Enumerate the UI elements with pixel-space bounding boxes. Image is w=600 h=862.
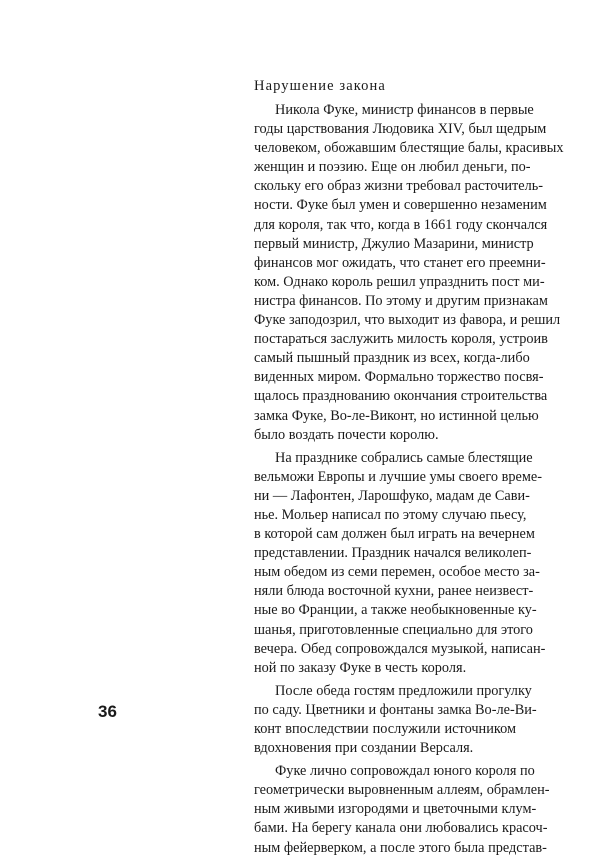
text-line: ком. Однако король решил упразднить пост ми- [254, 273, 545, 290]
body-text [254, 101, 564, 858]
text-line: нистра финансов. По этому и другим признакам [254, 292, 548, 309]
text-line: постараться заслужить милость короля, устроив [254, 331, 548, 348]
text-line: ным фейерверком, а после этого была представ- [254, 839, 547, 856]
text-line: геометрически выровненным аллеям, обрамлен- [254, 782, 550, 799]
text-line: щалось празднованию окончания строительства [254, 388, 548, 405]
text-line: самый пышный праздник из всех, когда-либо [254, 350, 530, 367]
text-line: человеком, обожавшим блестящие балы, красивых [254, 140, 564, 157]
text-line: по саду. Цветники и фонтаны замка Во-ле-Ви- [254, 701, 537, 718]
text-line: замка Фуке, Во-ле-Виконт, но истинной целью [254, 407, 539, 424]
paragraph [254, 682, 537, 758]
text-line: вечера. Обед сопровождался музыкой, написан- [254, 640, 546, 657]
text-line: первый министр, Джулио Мазарини, министр [254, 235, 534, 252]
text-line: представлении. Праздник начался великолеп- [254, 545, 532, 562]
paragraph [254, 101, 564, 445]
text-line: годы царствования Людовика XIV, был щедрым [254, 121, 547, 138]
text-line: конт впоследствии послужили источником [254, 721, 516, 737]
text-line: вельможи Европы и лучшие умы своего време- [254, 468, 542, 485]
text-line: женщин и поэзию. Еще он любил деньги, по- [254, 159, 531, 176]
section-heading: Нарушение закона [254, 78, 386, 94]
paragraph [254, 449, 546, 678]
text-line: няли блюда восточной кухни, ранее неизвест- [254, 583, 534, 600]
text-line: для короля, так что, когда в 1661 году скончался [254, 216, 548, 233]
text-line: ным обедом из семи перемен, особое место за- [254, 564, 540, 581]
text-column [254, 68, 564, 862]
text-line: На празднике собрались самые блестящие [275, 449, 533, 466]
text-line: скольку его образ жизни требовал расточитель- [254, 178, 544, 195]
page-number: 36 [98, 702, 117, 721]
text-line: Фуке лично сопровождал юного короля по [275, 763, 535, 780]
text-line: бами. На берегу канала они любовались красоч- [254, 820, 548, 837]
text-line: было воздать почести королю. [254, 426, 439, 443]
text-line: нье. Мольер написал по этому случаю пьесу, [254, 506, 527, 523]
text-line: в которой сам должен был играть на вечернем [254, 526, 535, 543]
text-line: ным живыми изгородями и цветочными клум- [254, 801, 537, 818]
text-line: виденных миром. Формально торжество посвя- [254, 369, 544, 386]
text-line: ни — Лафонтен, Ларошфуко, мадам де Сави- [254, 487, 530, 504]
text-line: Никола Фуке, министр финансов в первые [275, 102, 534, 118]
text-line: ные во Франции, а также необыкновенные ку- [254, 602, 537, 619]
text-line: шанья, приготовленные специально для этого [254, 621, 533, 638]
paragraph [254, 762, 550, 857]
text-line: ной по заказу Фуке в честь короля. [254, 659, 467, 676]
text-line: вдохновения при создании Версаля. [254, 740, 474, 757]
text-line: После обеда гостям предложили прогулку [275, 682, 532, 699]
text-line: финансов мог ожидать, что станет его преемни- [254, 254, 546, 271]
text-line: ности. Фуке был умен и совершенно незаменим [254, 197, 547, 214]
text-line: Фуке заподозрил, что выходит из фавора, и решил [254, 312, 561, 329]
